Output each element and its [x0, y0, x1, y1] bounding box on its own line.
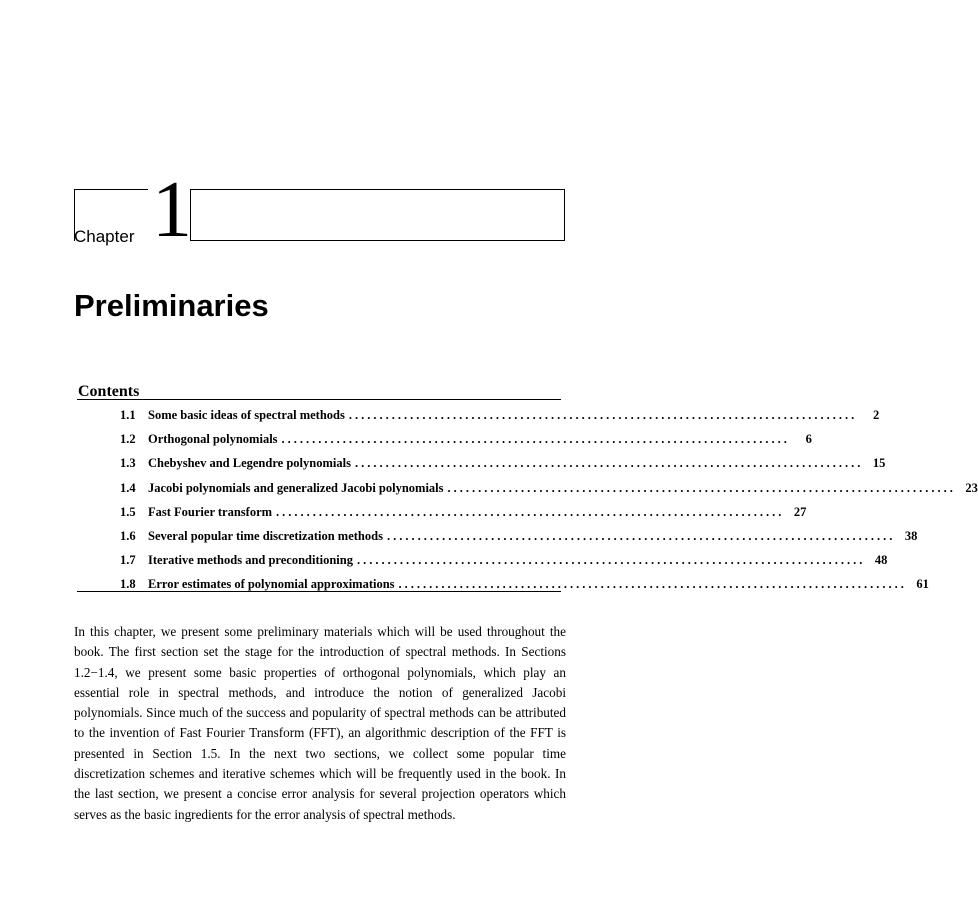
toc-entry-page: 23: [965, 480, 978, 495]
toc-entry-title: Fast Fourier transform: [148, 504, 273, 519]
toc-entry[interactable]: [120, 476, 978, 500]
toc-entry-title: Chebyshev and Legendre polynomials: [148, 456, 351, 471]
toc-entry-number: 1.1: [120, 408, 136, 422]
toc-entry-page: 48: [874, 553, 888, 568]
toc-entry[interactable]: [120, 548, 888, 572]
toc-entry-number: 1.8: [120, 577, 136, 592]
contents-top-rule: [77, 399, 561, 400]
toc-entry-page: 38: [904, 528, 918, 543]
toc-leader-dots: ...................................................................................: [281, 432, 790, 447]
contents-bottom-rule: [77, 591, 561, 592]
toc-entry[interactable]: [120, 500, 807, 524]
toc-entry-number: 1.2: [120, 432, 136, 447]
toc-entry[interactable]: [120, 427, 812, 451]
toc-entry-title: Some basic ideas of spectral methods: [148, 408, 345, 422]
toc-leader-dots: ...................................................................................: [398, 577, 907, 592]
toc-entry-number: 1.6: [120, 528, 136, 543]
toc-entry[interactable]: [120, 572, 929, 596]
toc-entry-title: Jacobi polynomials and generalized Jacobi polynomials: [148, 480, 444, 495]
toc-leader-dots: ...................................................................................: [357, 553, 866, 568]
toc-entry-page: 15: [872, 456, 886, 471]
toc-entry-number: 1.7: [120, 553, 136, 568]
toc-leader-dots: ...................................................................................: [276, 504, 785, 519]
toc-entry-page: 27: [793, 504, 807, 519]
toc-leader-dots: ...................................................................................: [348, 408, 858, 422]
toc-entry[interactable]: [120, 524, 918, 548]
chapter-number: 1: [152, 166, 192, 254]
toc-entry-title: Orthogonal polynomials: [148, 432, 278, 447]
toc-entry-page: 2: [873, 408, 880, 422]
intro-paragraph: In this chapter, we present some preliminary materials which will be used throughout the book. The first section set the stage for the introduction of spectral methods. In Sections 1.2−1.4, we present some basic properties of orthogonal polynomials, which play an essential role in spectral methods, and introduce the notion of generalized Jacobi polynomials. Since much of the success and popularity of spectral methods can be attributed to the invention of Fast Fourier Transform (FFT), an algorithmic description of the FFT is presented in Section 1.5. In the next two sections, we collect some popular time discretization schemes and iterative schemes which will be frequently used in the book. In the last section, we present a concise error analysis for several projection operators which serves as the basic ingredients for the error analysis of spectral methods.: [74, 624, 566, 822]
toc-entry-number: 1.4: [120, 480, 136, 495]
contents-heading: Contents: [78, 383, 140, 400]
chapter-frame-right: [190, 189, 565, 241]
chapter-label: Chapter: [74, 227, 135, 246]
toc-entry-title: Error estimates of polynomial approximations: [148, 577, 395, 592]
toc-entry-title: Iterative methods and preconditioning: [148, 553, 353, 568]
toc-entry-title: Several popular time discretization methods: [148, 528, 383, 543]
toc-entry-number: 1.5: [120, 504, 136, 519]
toc-entry[interactable]: [120, 451, 886, 475]
toc-entry[interactable]: [120, 403, 880, 427]
toc-entry-page: 6: [805, 432, 812, 447]
table-of-contents: [120, 403, 978, 597]
toc-leader-dots: ...................................................................................: [354, 456, 864, 471]
chapter-title: Preliminaries: [74, 288, 269, 323]
toc-entry-number: 1.3: [120, 456, 136, 471]
toc-entry-page: 61: [916, 577, 929, 592]
toc-leader-dots: ...................................................................................: [447, 480, 956, 495]
toc-leader-dots: ...................................................................................: [386, 528, 896, 543]
